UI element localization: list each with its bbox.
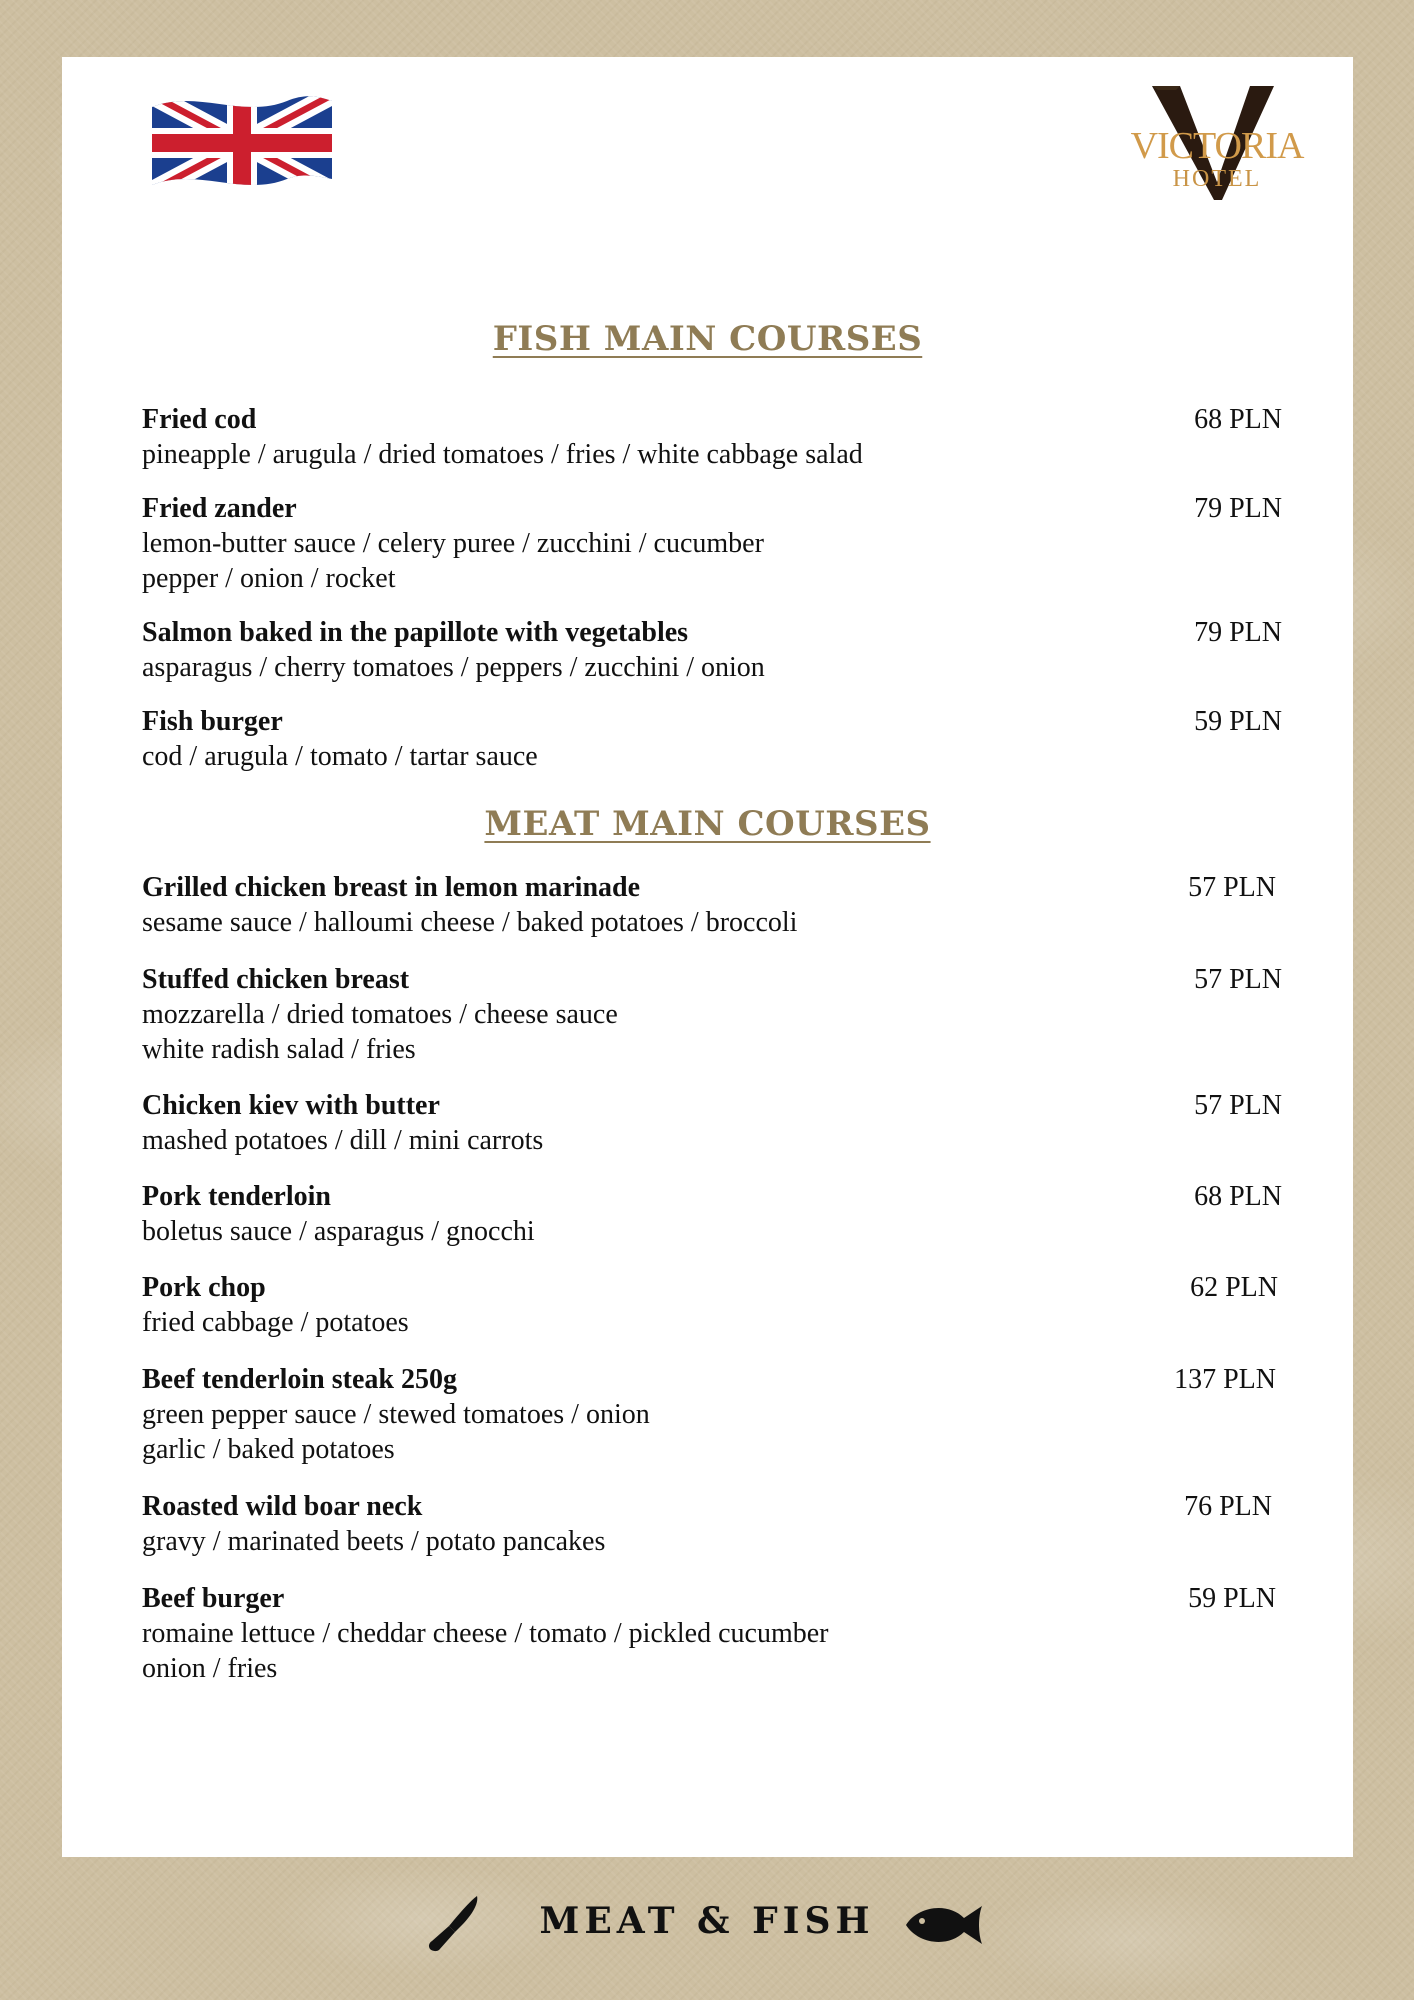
menu-item xyxy=(142,403,1282,472)
fish-icon xyxy=(902,1902,988,1948)
item-desc: mozzarella / dried tomatoes / cheese sauce xyxy=(142,999,618,1030)
menu-item xyxy=(142,963,1282,1067)
item-name: Beef tenderloin steak 250g xyxy=(142,1364,457,1395)
menu-item xyxy=(142,1582,1282,1686)
item-price: 57 PLN xyxy=(1194,964,1282,995)
footer xyxy=(0,1880,1414,1970)
item-desc: garlic / baked potatoes xyxy=(142,1434,395,1465)
item-desc: onion / fries xyxy=(142,1653,278,1684)
item-name: Pork chop xyxy=(142,1272,266,1303)
item-name: Beef burger xyxy=(142,1583,285,1614)
union-jack-flag-icon xyxy=(152,95,332,191)
item-name: Salmon baked in the papillote with vegetables xyxy=(142,617,689,648)
menu-item xyxy=(142,1363,1282,1467)
item-desc: romaine lettuce / cheddar cheese / tomato / pickled cucumber xyxy=(142,1618,829,1649)
item-price: 57 PLN xyxy=(1188,872,1276,903)
menu-item xyxy=(142,871,1282,940)
logo-sub-text: HOTEL xyxy=(1172,166,1262,192)
item-price: 76 PLN xyxy=(1184,1491,1272,1522)
item-name: Roasted wild boar neck xyxy=(142,1491,423,1522)
menu-item xyxy=(142,705,1282,774)
item-desc: sesame sauce / halloumi cheese / baked potatoes / broccoli xyxy=(142,907,798,938)
item-desc: fried cabbage / potatoes xyxy=(142,1307,409,1338)
menu-item xyxy=(142,1089,1282,1158)
item-desc: pineapple / arugula / dried tomatoes / fries / white cabbage salad xyxy=(142,439,863,470)
item-price: 79 PLN xyxy=(1194,493,1282,524)
item-desc: asparagus / cherry tomatoes / peppers / zucchini / onion xyxy=(142,652,765,683)
menu-item xyxy=(142,492,1282,596)
item-desc: lemon-butter sauce / celery puree / zucchini / cucumber xyxy=(142,528,764,559)
item-name: Fish burger xyxy=(142,706,283,737)
item-price: 79 PLN xyxy=(1194,617,1282,648)
menu-item xyxy=(142,1180,1282,1249)
logo-main-text: VICTORIA xyxy=(1130,125,1304,167)
item-price: 59 PLN xyxy=(1188,1583,1276,1614)
item-desc: boletus sauce / asparagus / gnocchi xyxy=(142,1216,535,1247)
item-price: 57 PLN xyxy=(1194,1090,1282,1121)
item-desc: cod / arugula / tomato / tartar sauce xyxy=(142,741,538,772)
item-name: Fried zander xyxy=(142,493,297,524)
menu-item xyxy=(142,616,1282,685)
item-desc: mashed potatoes / dill / mini carrots xyxy=(142,1125,544,1156)
menu-item xyxy=(142,1271,1282,1340)
item-price: 137 PLN xyxy=(1174,1364,1276,1395)
item-price: 59 PLN xyxy=(1194,706,1282,737)
item-desc: white radish salad / fries xyxy=(142,1034,416,1065)
section-title-fish: FISH MAIN COURSES xyxy=(492,319,923,359)
victoria-hotel-logo xyxy=(1122,82,1312,207)
menu-item xyxy=(142,1490,1282,1559)
item-desc: green pepper sauce / stewed tomatoes / onion xyxy=(142,1399,650,1430)
item-price: 68 PLN xyxy=(1194,404,1282,435)
item-name: Stuffed chicken breast xyxy=(142,964,410,995)
item-desc: pepper / onion / rocket xyxy=(142,563,396,594)
section-title-meat: MEAT MAIN COURSES xyxy=(484,804,931,844)
item-name: Fried cod xyxy=(142,404,257,435)
footer-title: MEAT & FISH xyxy=(539,1900,875,1942)
item-name: Grilled chicken breast in lemon marinade xyxy=(142,872,641,903)
item-price: 68 PLN xyxy=(1194,1181,1282,1212)
item-price: 62 PLN xyxy=(1190,1272,1278,1303)
item-desc: gravy / marinated beets / potato pancakes xyxy=(142,1526,606,1557)
item-name: Pork tenderloin xyxy=(142,1181,331,1212)
menu-card xyxy=(62,57,1353,1857)
item-name: Chicken kiev with butter xyxy=(142,1090,440,1121)
